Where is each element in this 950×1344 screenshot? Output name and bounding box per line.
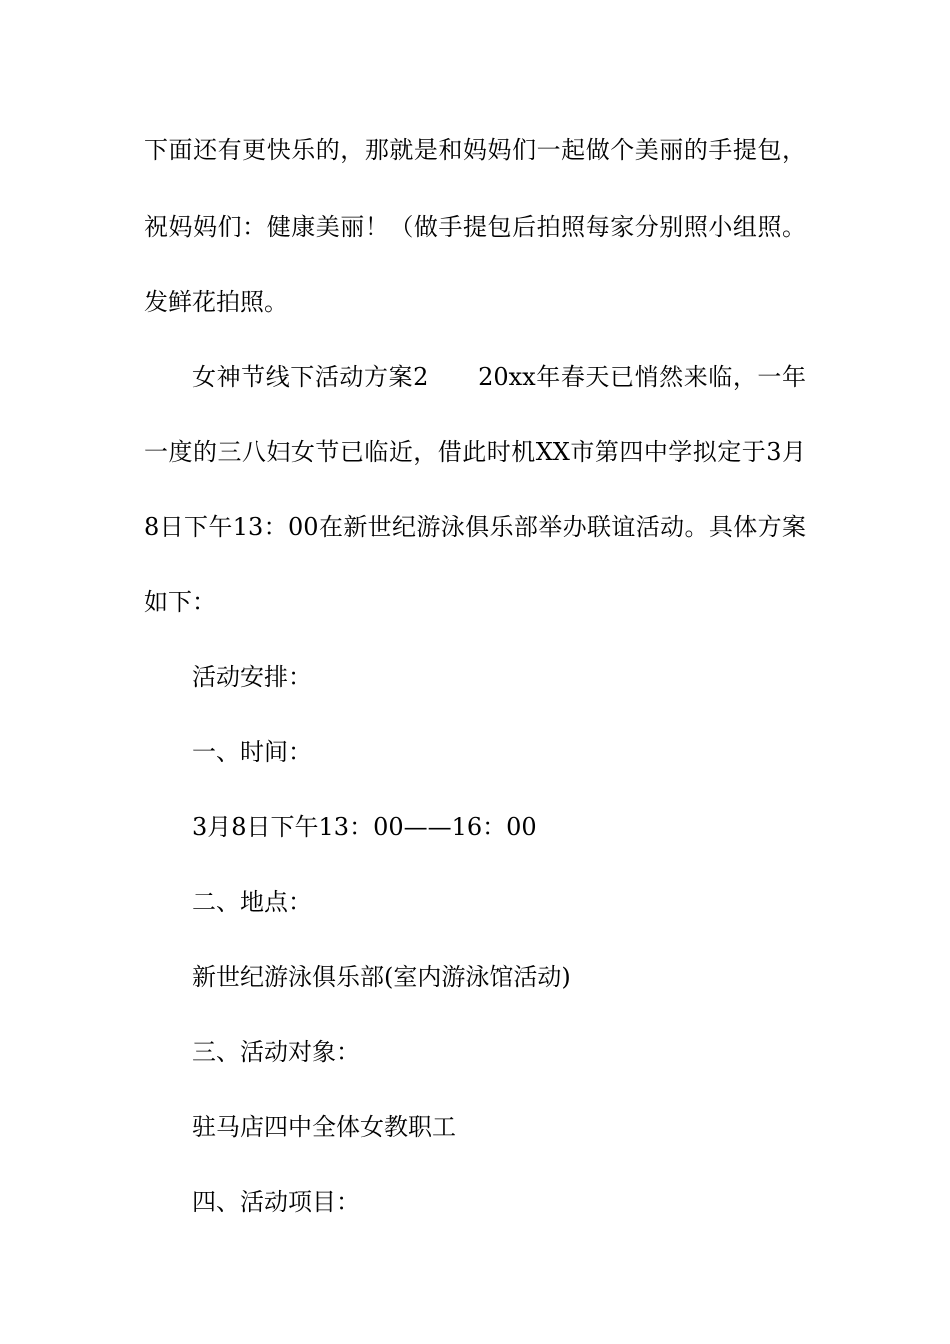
paragraph-line-6: 8日下午13：00在新世纪游泳俱乐部举办联谊活动。具体方案 (144, 513, 806, 541)
paragraph-line-3: 发鲜花拍照。 (144, 288, 288, 316)
time-value: 3月8日下午13：00——16：00 (192, 813, 537, 841)
section-heading-line: 女神节线下活动方案2 20xx年春天已悄然来临，一年 (192, 363, 806, 391)
participants-value: 驻马店四中全体女教职工 (192, 1113, 456, 1141)
paragraph-line-2: 祝妈妈们：健康美丽！（做手提包后拍照每家分别照小组照。 (144, 213, 806, 241)
paragraph-line-7: 如下： (144, 588, 216, 616)
time-heading: 一、时间： (192, 738, 312, 766)
activity-arrangement-heading: 活动安排： (192, 663, 312, 691)
activity-items-heading: 四、活动项目： (192, 1188, 360, 1216)
paragraph-line-1: 下面还有更快乐的，那就是和妈妈们一起做个美丽的手提包， (144, 136, 806, 164)
paragraph-line-5: 一度的三八妇女节已临近，借此时机XX市第四中学拟定于3月 (144, 438, 806, 466)
location-value: 新世纪游泳俱乐部(室内游泳馆活动) (192, 963, 571, 991)
location-heading: 二、地点： (192, 888, 312, 916)
participants-heading: 三、活动对象： (192, 1038, 360, 1066)
